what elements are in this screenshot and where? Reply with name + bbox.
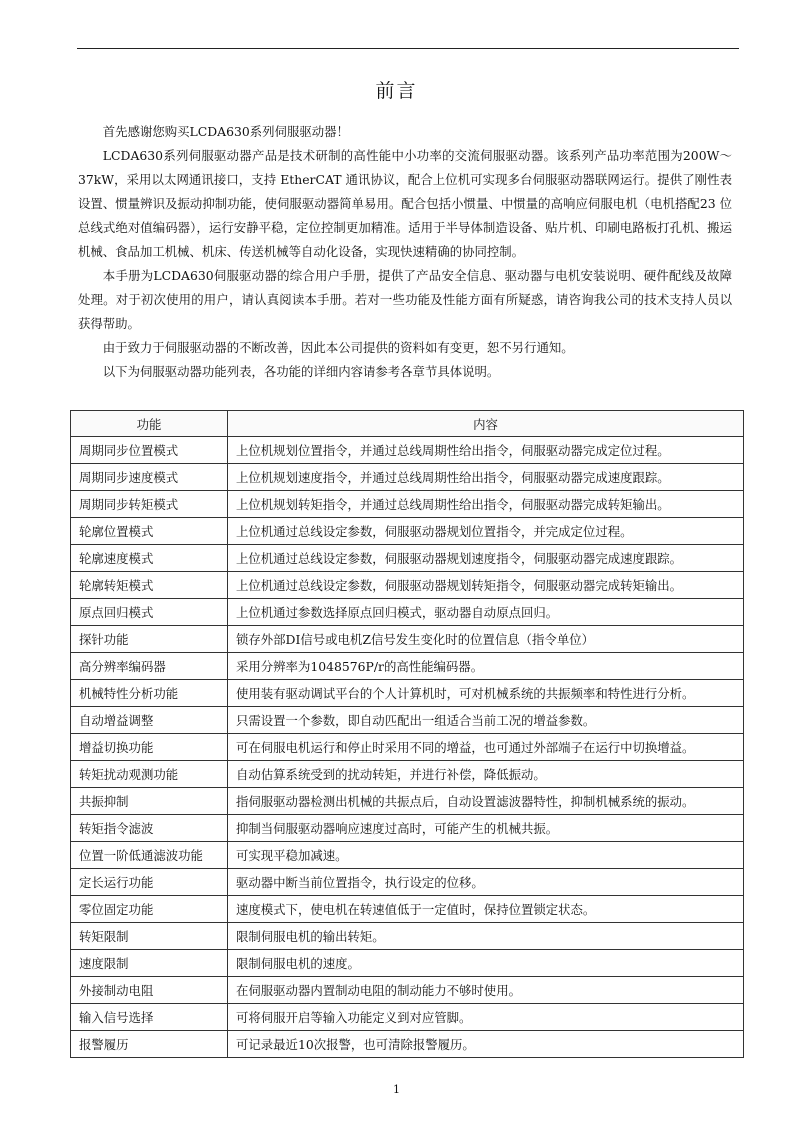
table-row [71, 1004, 744, 1031]
table-row [71, 761, 744, 788]
content-cell: 限制伺服电机的输出转矩。 [228, 923, 744, 950]
function-cell: 周期同步转矩模式 [71, 491, 228, 518]
content-cell: 可记录最近10次报警，也可清除报警履历。 [228, 1031, 744, 1058]
table-row [71, 437, 744, 464]
content-cell: 上位机通过总线设定参数，伺服驱动器规划位置指令，并完成定位过程。 [228, 518, 744, 545]
content-cell: 上位机通过参数选择原点回归模式，驱动器自动原点回归。 [228, 599, 744, 626]
content-cell: 在伺服驱动器内置制动电阻的制动能力不够时使用。 [228, 977, 744, 1004]
table-row [71, 869, 744, 896]
intro-paragraph: LCDA630系列伺服驱动器产品是技术研制的高性能中小功率的交流伺服驱动器。该系列产品功率范围为200W～37kW，采用以太网通讯接口，支持 EtherCAT 通讯协议，配合上位机可实现多台伺服驱动器联网运行。提供了刚性表设置、惯量辨识及振动抑制功能，使伺服驱动器简单易用。配合包括小惯量、中惯量的高响应伺服电机（电机搭配23 位总线式绝对值编码器），运行安静平稳，定位控制更加精准。适用于半导体制造设备、贴片机、印刷电路板打孔机、搬运机械、食品加工机械、机床、传送机械等自动化设备，实现快速精确的协同控制。 [78, 148, 732, 259]
function-cell: 增益切换功能 [71, 734, 228, 761]
function-cell: 输入信号选择 [71, 1004, 228, 1031]
function-cell: 外接制动电阻 [71, 977, 228, 1004]
content-cell: 可实现平稳加减速。 [228, 842, 744, 869]
function-cell: 位置一阶低通滤波功能 [71, 842, 228, 869]
intro-paragraph: 首先感谢您购买LCDA630系列伺服驱动器！ [102, 124, 349, 139]
table-header-row [71, 411, 744, 437]
function-cell: 定长运行功能 [71, 869, 228, 896]
content-cell: 可将伺服开启等输入功能定义到对应管脚。 [228, 1004, 744, 1031]
content-cell: 速度模式下，使电机在转速值低于一定值时，保持位置锁定状态。 [228, 896, 744, 923]
intro-text [78, 120, 732, 384]
content-cell: 上位机通过总线设定参数，伺服驱动器规划转矩指令，伺服驱动器完成转矩输出。 [228, 572, 744, 599]
page-title: 前言 [375, 80, 418, 102]
table-row [71, 599, 744, 626]
function-cell: 轮廓速度模式 [71, 545, 228, 572]
function-cell: 周期同步位置模式 [71, 437, 228, 464]
content-cell: 上位机规划速度指令，并通过总线周期性给出指令，伺服驱动器完成速度跟踪。 [228, 464, 744, 491]
table-row [71, 788, 744, 815]
content-cell: 指伺服驱动器检测出机械的共振点后，自动设置滤波器特性，抑制机械系统的振动。 [228, 788, 744, 815]
content-cell: 锁存外部DI信号或电机Z信号发生变化时的位置信息（指令单位） [228, 626, 744, 653]
content-cell: 上位机通过总线设定参数，伺服驱动器规划速度指令，伺服驱动器完成速度跟踪。 [228, 545, 744, 572]
table-row [71, 626, 744, 653]
content-cell: 抑制当伺服驱动器响应速度过高时，可能产生的机械共振。 [228, 815, 744, 842]
header-rule [77, 48, 739, 49]
table-row [71, 950, 744, 977]
table-row [71, 545, 744, 572]
content-cell: 驱动器中断当前位置指令，执行设定的位移。 [228, 869, 744, 896]
table-row [71, 653, 744, 680]
intro-paragraph: 本手册为LCDA630伺服驱动器的综合用户手册，提供了产品安全信息、驱动器与电机安装说明、硬件配线及故障处理。对于初次使用的用户，请认真阅读本手册。若对一些功能及性能方面有所疑惑，请咨询我公司的技术支持人员以获得帮助。 [78, 268, 732, 331]
function-cell: 自动增益调整 [71, 707, 228, 734]
function-cell: 速度限制 [71, 950, 228, 977]
table-row [71, 815, 744, 842]
table-row [71, 680, 744, 707]
table-row [71, 977, 744, 1004]
function-cell: 转矩扰动观测功能 [71, 761, 228, 788]
function-cell: 转矩限制 [71, 923, 228, 950]
table-row [71, 923, 744, 950]
table-body [71, 437, 744, 1058]
content-cell: 只需设置一个参数，即自动匹配出一组适合当前工况的增益参数。 [228, 707, 744, 734]
table-row [71, 491, 744, 518]
function-cell: 周期同步速度模式 [71, 464, 228, 491]
table-row [71, 572, 744, 599]
content-cell: 上位机规划位置指令，并通过总线周期性给出指令，伺服驱动器完成定位过程。 [228, 437, 744, 464]
function-cell: 轮廓位置模式 [71, 518, 228, 545]
function-cell: 机械特性分析功能 [71, 680, 228, 707]
function-cell: 报警履历 [71, 1031, 228, 1058]
table-row [71, 842, 744, 869]
content-cell: 自动估算系统受到的扰动转矩，并进行补偿，降低振动。 [228, 761, 744, 788]
content-cell: 使用装有驱动调试平台的个人计算机时，可对机械系统的共振频率和特性进行分析。 [228, 680, 744, 707]
table-row [71, 734, 744, 761]
function-cell: 轮廓转矩模式 [71, 572, 228, 599]
column-header-function: 功能 [71, 411, 228, 437]
table-row [71, 1031, 744, 1058]
table-row [71, 896, 744, 923]
content-cell: 可在伺服电机运行和停止时采用不同的增益，也可通过外部端子在运行中切换增益。 [228, 734, 744, 761]
function-cell: 零位固定功能 [71, 896, 228, 923]
content-cell: 采用分辨率为1048576P/r的高性能编码器。 [228, 653, 744, 680]
function-cell: 探针功能 [71, 626, 228, 653]
column-header-content: 内容 [228, 411, 744, 437]
table-row [71, 464, 744, 491]
function-cell: 转矩指令滤波 [71, 815, 228, 842]
table-row [71, 707, 744, 734]
intro-paragraph: 由于致力于伺服驱动器的不断改善，因此本公司提供的资料如有变更，恕不另行通知。 [102, 340, 574, 355]
intro-paragraph: 以下为伺服驱动器功能列表，各功能的详细内容请参考各章节具体说明。 [102, 364, 500, 379]
content-cell: 上位机规划转矩指令，并通过总线周期性给出指令，伺服驱动器完成转矩输出。 [228, 491, 744, 518]
page-number: 1 [393, 1083, 400, 1096]
function-cell: 共振抑制 [71, 788, 228, 815]
function-cell: 高分辨率编码器 [71, 653, 228, 680]
function-cell: 原点回归模式 [71, 599, 228, 626]
content-cell: 限制伺服电机的速度。 [228, 950, 744, 977]
table-row [71, 518, 744, 545]
feature-table [70, 410, 744, 1058]
